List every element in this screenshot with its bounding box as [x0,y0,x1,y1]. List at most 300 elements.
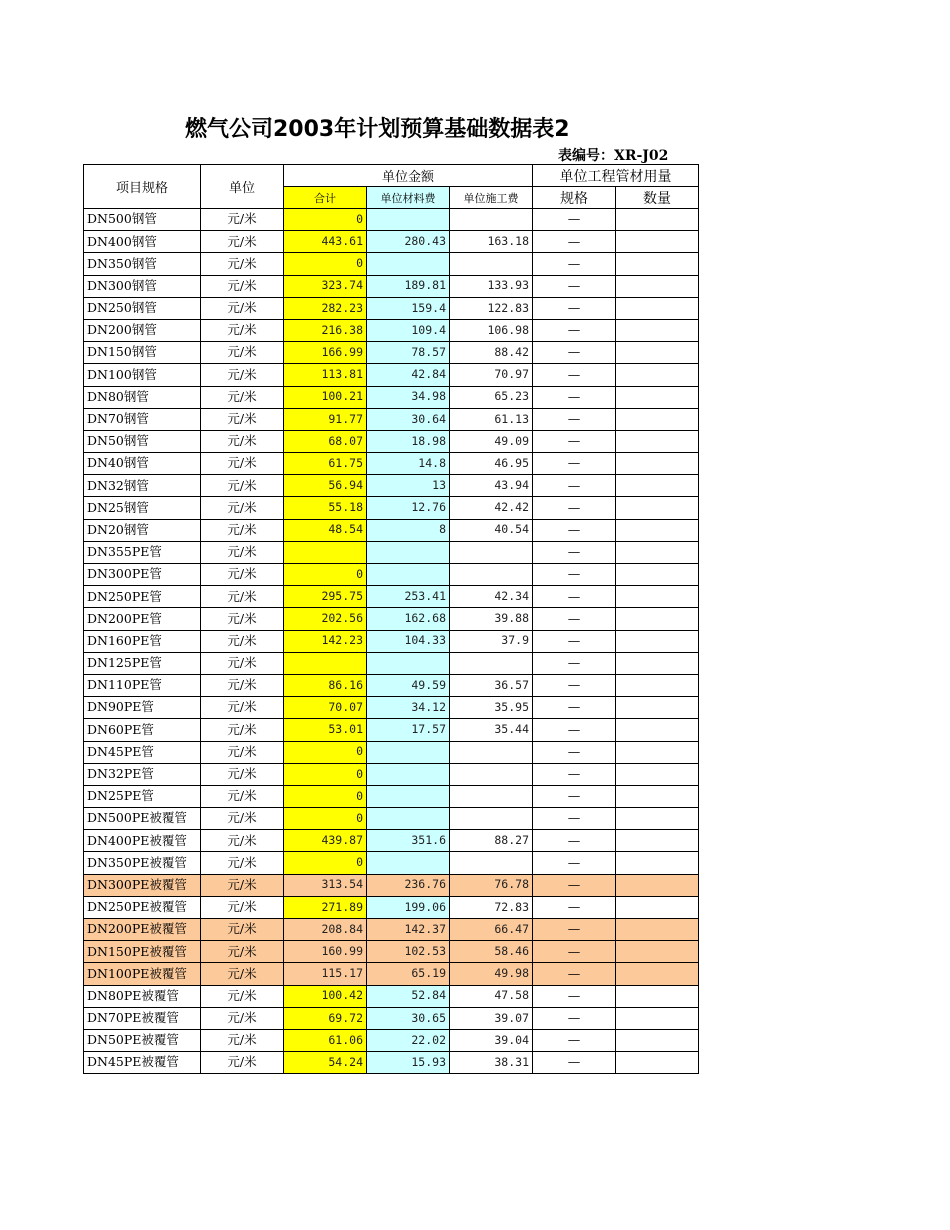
row-qty[interactable] [616,497,699,519]
row-labor[interactable]: 49.98 [450,963,533,985]
row-qty[interactable] [616,763,699,785]
row-total[interactable]: 53.01 [284,719,367,741]
row-material[interactable]: 34.12 [367,697,450,719]
table-row [84,475,699,497]
row-unit[interactable]: 元/米 [201,763,284,785]
row-qty[interactable] [616,919,699,941]
row-spec[interactable]: — [533,453,616,475]
row-material[interactable]: 65.19 [367,963,450,985]
row-material[interactable] [367,741,450,763]
row-unit[interactable]: 元/米 [201,741,284,763]
row-qty[interactable] [616,564,699,586]
row-name[interactable]: DN32钢管 [84,475,201,497]
row-labor[interactable]: 43.94 [450,475,533,497]
row-qty[interactable] [616,808,699,830]
row-total[interactable]: 0 [284,253,367,275]
row-total[interactable]: 295.75 [284,586,367,608]
row-labor[interactable]: 65.23 [450,386,533,408]
row-labor[interactable] [450,741,533,763]
row-material[interactable]: 236.76 [367,874,450,896]
row-unit[interactable]: 元/米 [201,963,284,985]
row-qty[interactable] [616,519,699,541]
row-unit[interactable]: 元/米 [201,830,284,852]
row-labor[interactable]: 163.18 [450,231,533,253]
row-name[interactable]: DN70PE被覆管 [84,1007,201,1029]
row-spec[interactable]: — [533,497,616,519]
row-total[interactable] [284,652,367,674]
row-name[interactable]: DN80PE被覆管 [84,985,201,1007]
row-unit[interactable]: 元/米 [201,652,284,674]
row-qty[interactable] [616,430,699,452]
table-row [84,674,699,696]
row-qty[interactable] [616,630,699,652]
row-material[interactable]: 189.81 [367,275,450,297]
row-material[interactable] [367,852,450,874]
row-labor[interactable]: 122.83 [450,297,533,319]
row-material[interactable]: 159.4 [367,297,450,319]
row-total[interactable]: 443.61 [284,231,367,253]
row-spec[interactable]: — [533,741,616,763]
row-spec[interactable]: — [533,985,616,1007]
row-total[interactable]: 166.99 [284,342,367,364]
row-material[interactable]: 199.06 [367,896,450,918]
row-spec[interactable]: — [533,852,616,874]
row-unit[interactable]: 元/米 [201,985,284,1007]
row-qty[interactable] [616,364,699,386]
row-unit[interactable]: 元/米 [201,386,284,408]
row-name[interactable]: DN200钢管 [84,319,201,341]
row-total[interactable]: 48.54 [284,519,367,541]
row-spec[interactable]: — [533,253,616,275]
row-name[interactable]: DN125PE管 [84,652,201,674]
row-qty[interactable] [616,1029,699,1051]
row-qty[interactable] [616,674,699,696]
row-spec[interactable]: — [533,1029,616,1051]
row-qty[interactable] [616,475,699,497]
row-labor[interactable]: 88.27 [450,830,533,852]
row-spec[interactable]: — [533,475,616,497]
row-material[interactable] [367,209,450,231]
row-unit[interactable]: 元/米 [201,808,284,830]
row-labor[interactable]: 66.47 [450,919,533,941]
row-qty[interactable] [616,297,699,319]
row-total[interactable]: 0 [284,741,367,763]
row-spec[interactable]: — [533,364,616,386]
row-name[interactable]: DN350PE被覆管 [84,852,201,874]
table-row [84,519,699,541]
row-labor[interactable]: 42.42 [450,497,533,519]
row-material[interactable]: 8 [367,519,450,541]
row-total[interactable]: 69.72 [284,1007,367,1029]
table-row [84,1029,699,1051]
row-name[interactable]: DN80钢管 [84,386,201,408]
row-spec[interactable]: — [533,652,616,674]
row-total[interactable]: 0 [284,808,367,830]
row-labor[interactable]: 47.58 [450,985,533,1007]
row-labor[interactable]: 39.88 [450,608,533,630]
row-spec[interactable]: — [533,874,616,896]
row-name[interactable]: DN100钢管 [84,364,201,386]
row-qty[interactable] [616,608,699,630]
row-material[interactable]: 30.64 [367,408,450,430]
row-total[interactable]: 160.99 [284,941,367,963]
row-labor[interactable]: 88.42 [450,342,533,364]
row-unit[interactable]: 元/米 [201,719,284,741]
row-material[interactable]: 280.43 [367,231,450,253]
row-unit[interactable]: 元/米 [201,630,284,652]
row-labor[interactable]: 39.04 [450,1029,533,1051]
row-qty[interactable] [616,652,699,674]
row-material[interactable]: 351.6 [367,830,450,852]
row-name[interactable]: DN350钢管 [84,253,201,275]
row-name[interactable]: DN70钢管 [84,408,201,430]
row-labor[interactable]: 61.13 [450,408,533,430]
row-name[interactable]: DN300PE被覆管 [84,874,201,896]
table-row [84,830,699,852]
row-material[interactable] [367,763,450,785]
row-material[interactable] [367,785,450,807]
row-name[interactable]: DN90PE管 [84,697,201,719]
row-name[interactable]: DN500钢管 [84,209,201,231]
row-unit[interactable]: 元/米 [201,430,284,452]
row-qty[interactable] [616,896,699,918]
row-unit[interactable]: 元/米 [201,1052,284,1074]
row-total[interactable]: 323.74 [284,275,367,297]
row-total[interactable]: 54.24 [284,1052,367,1074]
row-spec[interactable]: — [533,342,616,364]
row-spec[interactable]: — [533,430,616,452]
row-qty[interactable] [616,408,699,430]
row-material[interactable]: 22.02 [367,1029,450,1051]
row-total[interactable]: 86.16 [284,674,367,696]
row-total[interactable]: 70.07 [284,697,367,719]
row-unit[interactable]: 元/米 [201,209,284,231]
row-unit[interactable]: 元/米 [201,919,284,941]
row-spec[interactable]: — [533,630,616,652]
row-unit[interactable]: 元/米 [201,564,284,586]
row-unit[interactable]: 元/米 [201,608,284,630]
row-total[interactable]: 91.77 [284,408,367,430]
row-material[interactable] [367,541,450,563]
row-material[interactable]: 12.76 [367,497,450,519]
row-total[interactable] [284,541,367,563]
row-labor[interactable]: 38.31 [450,1052,533,1074]
row-labor[interactable]: 58.46 [450,941,533,963]
row-qty[interactable] [616,231,699,253]
row-unit[interactable]: 元/米 [201,541,284,563]
row-name[interactable]: DN150PE被覆管 [84,941,201,963]
header-material: 单位材料费 [367,187,450,209]
row-spec[interactable]: — [533,231,616,253]
row-qty[interactable] [616,785,699,807]
table-row [84,275,699,297]
row-labor[interactable]: 49.09 [450,430,533,452]
row-total[interactable]: 0 [284,852,367,874]
row-qty[interactable] [616,1052,699,1074]
row-qty[interactable] [616,209,699,231]
row-labor[interactable]: 37.9 [450,630,533,652]
row-unit[interactable]: 元/米 [201,497,284,519]
row-qty[interactable] [616,741,699,763]
row-spec[interactable]: — [533,830,616,852]
row-qty[interactable] [616,319,699,341]
row-material[interactable]: 17.57 [367,719,450,741]
row-spec[interactable]: — [533,941,616,963]
row-name[interactable]: DN300钢管 [84,275,201,297]
row-total[interactable]: 56.94 [284,475,367,497]
row-unit[interactable]: 元/米 [201,785,284,807]
row-spec[interactable]: — [533,785,616,807]
row-material[interactable] [367,564,450,586]
row-qty[interactable] [616,453,699,475]
row-material[interactable] [367,652,450,674]
header-item: 项目规格 [84,165,201,209]
row-material[interactable]: 142.37 [367,919,450,941]
row-name[interactable]: DN400钢管 [84,231,201,253]
row-spec[interactable]: — [533,808,616,830]
row-qty[interactable] [616,852,699,874]
row-spec[interactable]: — [533,763,616,785]
row-spec[interactable]: — [533,586,616,608]
row-labor[interactable] [450,785,533,807]
table-row [84,319,699,341]
table-row [84,541,699,563]
row-name[interactable]: DN250PE管 [84,586,201,608]
row-labor[interactable] [450,652,533,674]
row-name[interactable]: DN300PE管 [84,564,201,586]
row-labor[interactable]: 35.44 [450,719,533,741]
row-material[interactable]: 15.93 [367,1052,450,1074]
row-name[interactable]: DN45PE被覆管 [84,1052,201,1074]
row-total[interactable]: 61.06 [284,1029,367,1051]
row-labor[interactable]: 36.57 [450,674,533,696]
row-unit[interactable]: 元/米 [201,319,284,341]
row-labor[interactable] [450,564,533,586]
row-labor[interactable]: 42.34 [450,586,533,608]
row-name[interactable]: DN110PE管 [84,674,201,696]
row-unit[interactable]: 元/米 [201,697,284,719]
row-material[interactable] [367,808,450,830]
row-unit[interactable]: 元/米 [201,453,284,475]
row-material[interactable]: 14.8 [367,453,450,475]
row-total[interactable]: 0 [284,763,367,785]
row-spec[interactable]: — [533,275,616,297]
row-unit[interactable]: 元/米 [201,941,284,963]
row-qty[interactable] [616,275,699,297]
row-material[interactable]: 34.98 [367,386,450,408]
header-amount: 单位金额 [284,165,533,187]
row-spec[interactable]: — [533,608,616,630]
row-labor[interactable]: 76.78 [450,874,533,896]
row-material[interactable]: 253.41 [367,586,450,608]
row-total[interactable]: 100.42 [284,985,367,1007]
row-unit[interactable]: 元/米 [201,475,284,497]
row-labor[interactable]: 72.83 [450,896,533,918]
row-unit[interactable]: 元/米 [201,275,284,297]
row-total[interactable]: 55.18 [284,497,367,519]
row-name[interactable]: DN250钢管 [84,297,201,319]
row-material[interactable]: 162.68 [367,608,450,630]
row-material[interactable]: 52.84 [367,985,450,1007]
row-labor[interactable] [450,852,533,874]
table-row [84,253,699,275]
table-row [84,741,699,763]
table-row [84,453,699,475]
row-unit[interactable]: 元/米 [201,364,284,386]
row-name[interactable]: DN160PE管 [84,630,201,652]
row-name[interactable]: DN50PE被覆管 [84,1029,201,1051]
row-labor[interactable]: 46.95 [450,453,533,475]
row-labor[interactable]: 70.97 [450,364,533,386]
row-labor[interactable] [450,808,533,830]
row-spec[interactable]: — [533,209,616,231]
row-name[interactable]: DN200PE管 [84,608,201,630]
row-spec[interactable]: — [533,1052,616,1074]
table-row [84,785,699,807]
row-material[interactable]: 49.59 [367,674,450,696]
row-name[interactable]: DN32PE管 [84,763,201,785]
row-labor[interactable]: 35.95 [450,697,533,719]
row-name[interactable]: DN40钢管 [84,453,201,475]
row-total[interactable]: 208.84 [284,919,367,941]
row-total[interactable]: 142.23 [284,630,367,652]
row-name[interactable]: DN60PE管 [84,719,201,741]
row-spec[interactable]: — [533,319,616,341]
row-total[interactable]: 202.56 [284,608,367,630]
row-labor[interactable]: 40.54 [450,519,533,541]
row-material[interactable]: 102.53 [367,941,450,963]
row-spec[interactable]: — [533,519,616,541]
row-labor[interactable] [450,541,533,563]
row-unit[interactable]: 元/米 [201,519,284,541]
table-row [84,1052,699,1074]
row-material[interactable] [367,253,450,275]
table-body [84,209,699,1074]
row-name[interactable]: DN355PE管 [84,541,201,563]
row-unit[interactable]: 元/米 [201,852,284,874]
row-name[interactable]: DN150钢管 [84,342,201,364]
table-row [84,963,699,985]
row-total[interactable]: 0 [284,785,367,807]
row-unit[interactable]: 元/米 [201,674,284,696]
table-row [84,297,699,319]
row-labor[interactable]: 106.98 [450,319,533,341]
table-row [84,408,699,430]
row-material[interactable]: 18.98 [367,430,450,452]
row-total[interactable]: 282.23 [284,297,367,319]
row-spec[interactable]: — [533,896,616,918]
row-material[interactable]: 42.84 [367,364,450,386]
row-qty[interactable] [616,941,699,963]
row-labor[interactable] [450,253,533,275]
row-qty[interactable] [616,830,699,852]
table-row [84,231,699,253]
table-row [84,430,699,452]
row-unit[interactable]: 元/米 [201,586,284,608]
row-spec[interactable]: — [533,719,616,741]
row-total[interactable]: 313.54 [284,874,367,896]
row-name[interactable]: DN50钢管 [84,430,201,452]
row-qty[interactable] [616,697,699,719]
row-unit[interactable]: 元/米 [201,1007,284,1029]
row-total[interactable]: 0 [284,209,367,231]
row-total[interactable]: 113.81 [284,364,367,386]
header-qty: 数量 [616,187,699,209]
row-spec[interactable]: — [533,963,616,985]
row-spec[interactable]: — [533,919,616,941]
row-total[interactable]: 271.89 [284,896,367,918]
table-row [84,608,699,630]
row-unit[interactable]: 元/米 [201,1029,284,1051]
row-qty[interactable] [616,541,699,563]
row-material[interactable]: 30.65 [367,1007,450,1029]
row-total[interactable]: 0 [284,564,367,586]
row-total[interactable]: 61.75 [284,453,367,475]
row-total[interactable]: 100.21 [284,386,367,408]
row-labor[interactable]: 39.07 [450,1007,533,1029]
row-name[interactable]: DN400PE被覆管 [84,830,201,852]
row-unit[interactable]: 元/米 [201,342,284,364]
row-spec[interactable]: — [533,674,616,696]
row-total[interactable]: 216.38 [284,319,367,341]
table-row [84,808,699,830]
row-material[interactable]: 109.4 [367,319,450,341]
row-material[interactable]: 13 [367,475,450,497]
row-total[interactable]: 115.17 [284,963,367,985]
row-name[interactable]: DN20钢管 [84,519,201,541]
row-spec[interactable]: — [533,408,616,430]
row-unit[interactable]: 元/米 [201,231,284,253]
row-qty[interactable] [616,719,699,741]
row-unit[interactable]: 元/米 [201,896,284,918]
row-name[interactable]: DN25PE管 [84,785,201,807]
row-name[interactable]: DN25钢管 [84,497,201,519]
row-qty[interactable] [616,342,699,364]
row-qty[interactable] [616,1007,699,1029]
row-spec[interactable]: — [533,697,616,719]
row-labor[interactable] [450,209,533,231]
row-spec[interactable]: — [533,541,616,563]
row-unit[interactable]: 元/米 [201,874,284,896]
row-qty[interactable] [616,586,699,608]
row-unit[interactable]: 元/米 [201,297,284,319]
row-qty[interactable] [616,386,699,408]
row-name[interactable]: DN100PE被覆管 [84,963,201,985]
row-labor[interactable]: 133.93 [450,275,533,297]
row-name[interactable]: DN500PE被覆管 [84,808,201,830]
row-qty[interactable] [616,985,699,1007]
row-spec[interactable]: — [533,386,616,408]
row-total[interactable]: 68.07 [284,430,367,452]
row-labor[interactable] [450,763,533,785]
table-row [84,209,699,231]
row-spec[interactable]: — [533,297,616,319]
row-qty[interactable] [616,874,699,896]
row-spec[interactable]: — [533,1007,616,1029]
row-qty[interactable] [616,253,699,275]
row-name[interactable]: DN45PE管 [84,741,201,763]
row-unit[interactable]: 元/米 [201,408,284,430]
row-qty[interactable] [616,963,699,985]
row-spec[interactable]: — [533,564,616,586]
row-name[interactable]: DN200PE被覆管 [84,919,201,941]
table-row [84,874,699,896]
row-unit[interactable]: 元/米 [201,253,284,275]
row-name[interactable]: DN250PE被覆管 [84,896,201,918]
row-material[interactable]: 78.57 [367,342,450,364]
row-total[interactable]: 439.87 [284,830,367,852]
row-material[interactable]: 104.33 [367,630,450,652]
